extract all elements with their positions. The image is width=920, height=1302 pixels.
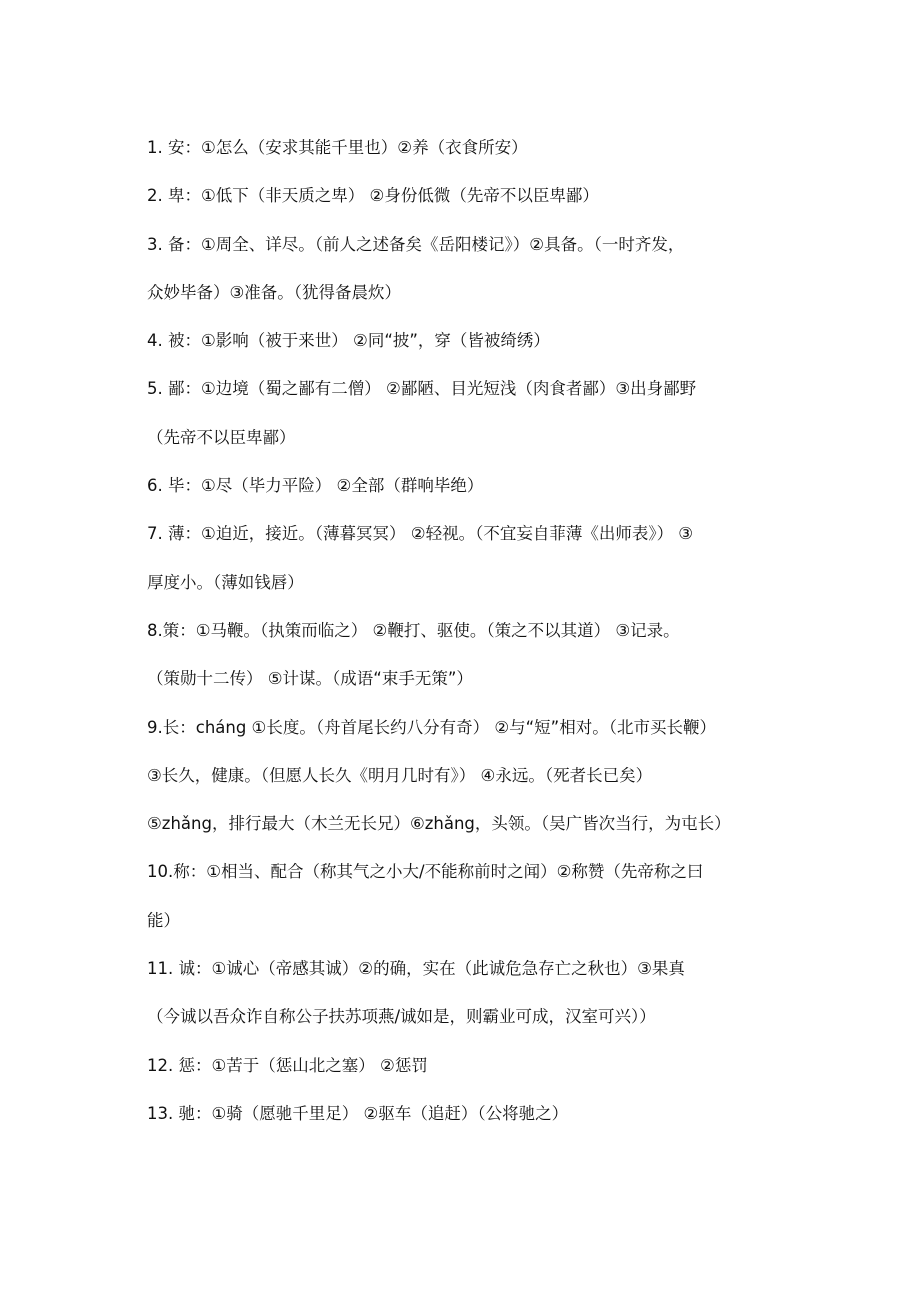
entry-line: ③长久，健康。（但愿人长久《明月几时有》） ④永远。（死者长已矣）	[147, 765, 653, 785]
entry-line: 5. 鄙：①边境（蜀之鄙有二僧） ②鄙陋、目光短浅（肉食者鄙）③出身鄙野	[147, 379, 697, 399]
entry-line: 11. 诚：①诚心（帝感其诚）②的确，实在（此诚危急存亡之秋也）③果真	[147, 959, 685, 979]
entry-line: （今诚以吾众诈自称公子扶苏项燕/诚如是，则霸业可成，汉室可兴））	[147, 1007, 656, 1027]
entry-line: 众妙毕备）③准备。（犹得备晨炊）	[147, 282, 402, 302]
entry-line: 6. 毕：①尽（毕力平险） ②全部（群响毕绝）	[147, 476, 484, 496]
entry-line: 1. 安：①怎么（安求其能千里也）②养（衣食所安）	[147, 138, 528, 157]
entry-line: 厚度小。（薄如钱唇）	[147, 572, 304, 592]
entry-line: 3. 备：①周全、详尽。（前人之述备矣《岳阳楼记》）②具备。（一时齐发，	[147, 234, 685, 254]
entry-line: 13. 驰：①骑（愿驰千里足） ②驱车（追赶）（公将驰之）	[147, 1103, 569, 1123]
entry-line: 2. 卑：①低下（非天质之卑） ②身份低微（先帝不以臣卑鄙）	[147, 186, 599, 206]
entry-line: 9.长：cháng ①长度。（舟首尾长约八分有奇） ②与“短”相对。（北市买长鞭）	[147, 717, 716, 737]
entry-line: 7. 薄：①迫近，接近。（薄暮冥冥） ②轻视。（不宜妄自菲薄《出师表》） ③	[147, 524, 694, 544]
entry-line: 8.策：①马鞭。（执策而临之） ②鞭打、驱使。（策之不以其道） ③记录。	[147, 620, 680, 640]
entry-line: 4. 被：①影响（被于来世） ②同“披”，穿（皆被绮绣）	[147, 331, 550, 351]
entry-line: 能）	[147, 910, 180, 930]
entry-line: （策勋十二传） ⑤计谋。（成语“束手无策”）	[147, 669, 473, 689]
entry-line: ⑤zhǎng，排行最大（木兰无长兄）⑥zhǎng，头领。（吴广皆次当行，为屯长）	[147, 814, 731, 834]
entry-line: 10.称：①相当、配合（称其气之小大/不能称前时之闻）②称赞（先帝称之曰	[147, 862, 704, 882]
entry-line: 12. 惩：①苦于（惩山北之塞） ②惩罚	[147, 1055, 428, 1075]
vocabulary-list	[147, 124, 797, 1138]
entry-line: （先帝不以臣卑鄙）	[147, 427, 296, 447]
